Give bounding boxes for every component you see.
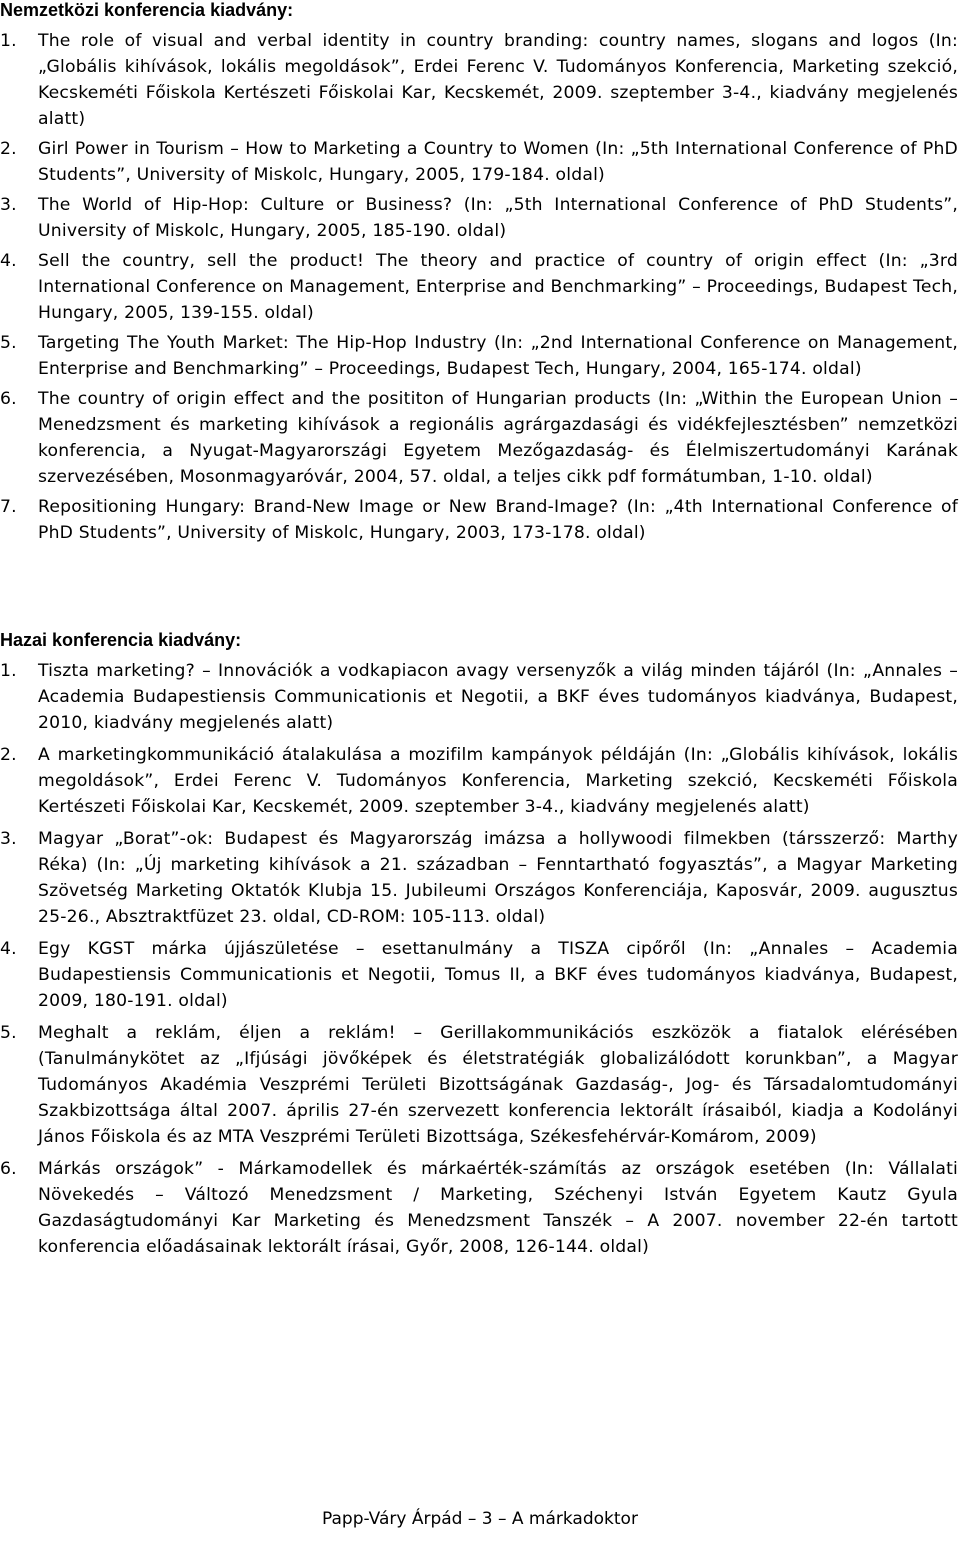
item-number: 5.: [0, 333, 17, 353]
domestic-publication-list: [0, 658, 958, 1266]
list-item: [0, 742, 958, 820]
item-number: 3.: [0, 829, 17, 849]
item-text: A marketingkommunikáció átalakulása a mozifilm kampányok példáján (In: „Globális kihívások, lokális megoldások”, Erdei Ferenc V. Tudományos Konferencia, Marketing szekció, Kecskeméti Főiskola Kertészeti Főiskolai Kar, Kecskemét, 2009. szeptember 3-4., kiadvány megjelenés alatt): [38, 745, 958, 817]
item-number: 4.: [0, 939, 17, 959]
item-number: 1.: [0, 31, 17, 51]
list-item: [0, 658, 958, 736]
list-item: [0, 330, 958, 382]
item-text: Meghalt a reklám, éljen a reklám! – Gerillakommunikációs eszközök a fiatalok elérésében (Tanulmánykötet az „Ifjúsági jövőképek és életstratégiák globalizálódott korunkban”, a Magyar Tudományos Akadémia Veszprémi Területi Bizottságának Gazdaság-, Jog- és Társadalomtudományi Szakbizottsága által 2007. április 27-én szervezett konferencia lektorált írásaiból, kiadja a Kodolányi János Főiskola és az MTA Veszprémi Területi Bizottsága, Székesfehérvár-Komárom, 2009): [38, 1023, 958, 1147]
international-publication-list: [0, 28, 958, 550]
item-text: Tiszta marketing? – Innovációk a vodkapiacon avagy versenyzők a világ minden tájáról (In: „Annales – Academia Budapestiensis Communicationis et Negotii, a BKF éves tudományos kiadványa, Budapest, 2010, kiadvány megjelenés alatt): [38, 661, 958, 733]
item-text: Sell the country, sell the product! The theory and practice of country of origin effect (In: „3rd International Conference on Management, Enterprise and Benchmarking” – Proceedings, Budapest Tech, Hungary, 2005, 139-155. oldal): [38, 251, 958, 323]
item-text: Targeting The Youth Market: The Hip-Hop Industry (In: „2nd International Conference on Management, Enterprise and Benchmarking” – Proceedings, Budapest Tech, Hungary, 2004, 165-174. oldal): [38, 333, 958, 379]
item-text: Egy KGST márka újjászületése – esettanulmány a TISZA cipőről (In: „Annales – Academia Budapestiensis Communicationis et Negotii, Tomus II, a BKF éves tudományos kiadványa, Budapest, 2009, 180-191. oldal): [38, 939, 958, 1011]
item-number: 2.: [0, 139, 17, 159]
list-item: [0, 386, 958, 490]
list-item: [0, 1156, 958, 1260]
list-item: [0, 494, 958, 546]
list-item: [0, 936, 958, 1014]
item-text: The country of origin effect and the posititon of Hungarian products (In: „Within the European Union – Menedzsment és marketing kihívások a regionális agrárgazdasági és vidékfejlesztésben” nemzetközi konferencia, a Nyugat-Magyarországi Egyetem Mezőgazdaság- és Élelmiszertudományi Karának szervezésében, Mosonmagyaróvár, 2004, 57. oldal, a teljes cikk pdf formátumban, 1-10. oldal): [38, 389, 958, 487]
item-text: Magyar „Borat”-ok: Budapest és Magyarország imázsa a hollywoodi filmekben (társszerző: Marthy Réka) (In: „Új marketing kihívások a 21. században – Fenntartható fogyasztás”, a Magyar Marketing Szövetség Marketing Oktatók Klubja 15. Jubileumi Országos Konferenciája, Kaposvár, 2009. augusztus 25-26., Absztraktfüzet 23. oldal, CD-ROM: 105-113. oldal): [38, 829, 958, 927]
list-item: [0, 192, 958, 244]
item-text: Márkás országok” - Márkamodellek és márkaérték-számítás az országok esetében (In: Vállalati Növekedés – Változó Menedzsment / Marketing, Széchenyi István Egyetem Kautz Gyula Gazdaságtudományi Kar Marketing és Menedzsment Tanszék – A 2007. november 22-én tartott konferencia előadásainak lektorált írásai, Győr, 2008, 126-144. oldal): [38, 1159, 958, 1257]
list-item: [0, 1020, 958, 1150]
item-number: 5.: [0, 1023, 17, 1043]
item-text: Repositioning Hungary: Brand-New Image or New Brand-Image? (In: „4th International Conference of PhD Students”, University of Miskolc, Hungary, 2003, 173-178. oldal): [38, 497, 958, 543]
item-number: 2.: [0, 745, 17, 765]
international-heading: Nemzetközi konferencia kiadvány:: [0, 0, 294, 20]
list-item: [0, 28, 958, 132]
list-item: [0, 826, 958, 930]
list-item: [0, 136, 958, 188]
page-footer: Papp-Váry Árpád – 3 – A márkadoktor: [322, 1509, 638, 1529]
item-number: 7.: [0, 497, 17, 517]
item-number: 3.: [0, 195, 17, 215]
item-number: 6.: [0, 1159, 17, 1179]
item-number: 4.: [0, 251, 17, 271]
item-number: 6.: [0, 389, 17, 409]
item-number: 1.: [0, 661, 17, 681]
item-text: The World of Hip-Hop: Culture or Business? (In: „5th International Conference of PhD Students”, University of Miskolc, Hungary, 2005, 185-190. oldal): [38, 195, 958, 241]
item-text: The role of visual and verbal identity in country branding: country names, slogans and logos (In: „Globális kihívások, lokális megoldások”, Erdei Ferenc V. Tudományos Konferencia, Marketing szekció, Kecskeméti Főiskola Kertészeti Főiskolai Kar, Kecskemét, 2009. szeptember 3-4., kiadvány megjelenés alatt): [38, 31, 958, 129]
list-item: [0, 248, 958, 326]
item-text: Girl Power in Tourism – How to Marketing a Country to Women (In: „5th International Conference of PhD Students”, University of Miskolc, Hungary, 2005, 179-184. oldal): [38, 139, 958, 185]
domestic-heading: Hazai konferencia kiadvány:: [0, 630, 242, 650]
